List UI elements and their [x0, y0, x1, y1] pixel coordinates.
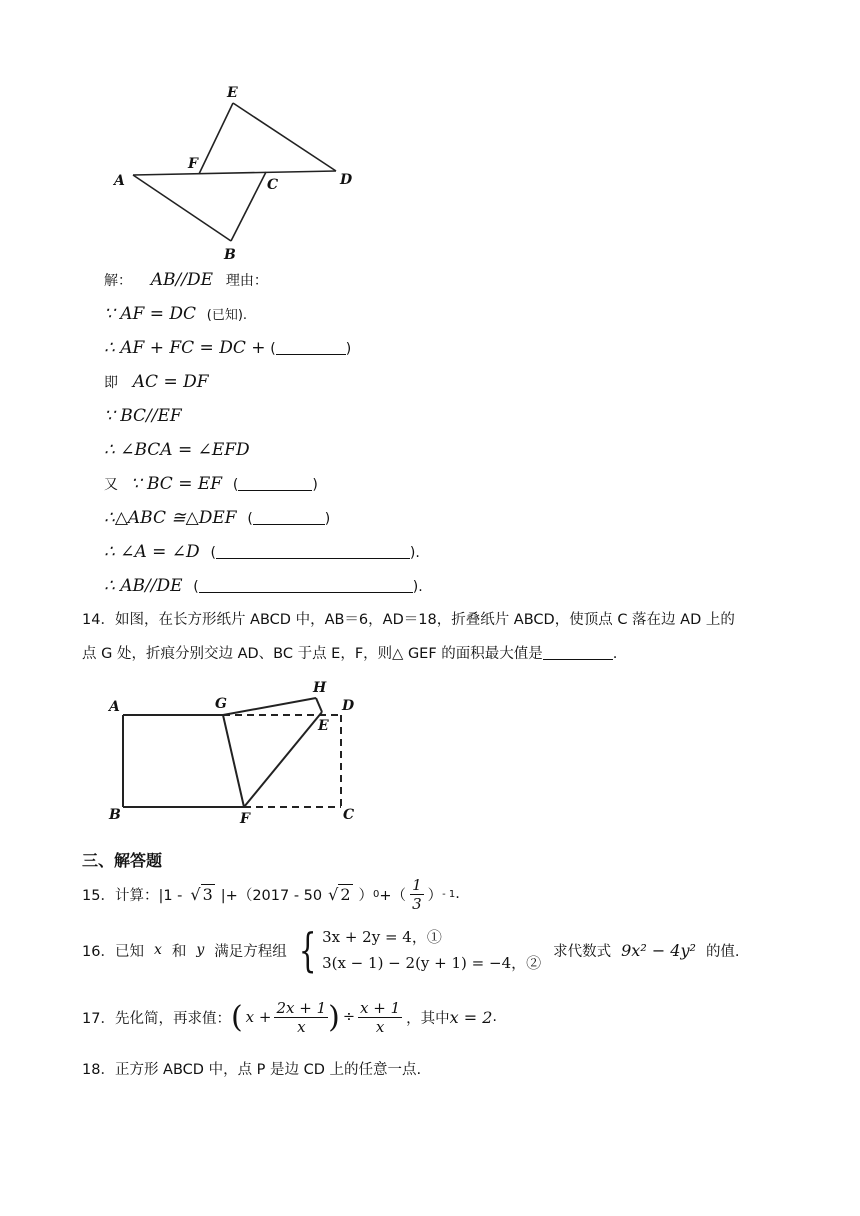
label-f: F — [188, 156, 198, 172]
proof-line-7: 又 ∵ BC = EF ( ) — [104, 474, 318, 494]
proof-line-10: ∴ AB//DE ( ). — [104, 576, 423, 596]
label-c: C — [267, 177, 279, 193]
equation-2: 3(x − 1) − 2(y + 1) = −4，② — [322, 954, 542, 972]
equation-system — [293, 924, 541, 976]
answer-blank-3[interactable] — [276, 340, 346, 355]
paren-left: ( — [230, 999, 243, 1035]
q17: 17．先化简，再求值： ( x + $\frac{2x + 1}{x}$ ) ÷ $\frac{x + 1}{x}$ ，其中 x = 2 . — [82, 998, 497, 1036]
edge-he — [316, 698, 322, 712]
label-a2: A — [109, 699, 120, 715]
label-e2: E — [318, 718, 329, 734]
proof-line-9: ∴ ∠A = ∠D ( ). — [104, 542, 420, 562]
label-d2: D — [342, 698, 355, 714]
fraction-2: $\frac{x + 1}{x}$ — [360, 998, 401, 1036]
line-ad — [133, 171, 336, 175]
label-b2: B — [109, 807, 121, 823]
proof-line-6: ∴ ∠BCA = ∠EFD — [104, 440, 250, 460]
proof-block — [104, 268, 804, 598]
fraction-1: $\frac{2x + 1}{x}$ — [276, 998, 327, 1036]
fraction-one-third: $\frac{1}{3}$ — [412, 875, 422, 913]
line-bc — [231, 172, 266, 241]
proof-line-4: 即 AC = DF — [104, 372, 209, 392]
edge-gh — [223, 698, 316, 715]
proof-line-2: ∵ AF = DC (已知). — [104, 304, 248, 324]
label-h: H — [313, 680, 327, 696]
q14-line-1: 14．如图，在长方形纸片 ABCD 中，AB＝6，AD＝18，折叠纸片 ABCD，使顶点 C 落在边 AD 上的 — [82, 612, 735, 628]
line-fe — [199, 103, 233, 174]
proof-line-3: ∴ AF + FC = DC + ( ) — [104, 338, 352, 358]
sqrt-symbol: √ 3 — [190, 884, 213, 904]
section-title: 三、解答题 — [82, 851, 163, 870]
label-a: A — [114, 173, 125, 189]
proof-line-1: 解： AB//DE 理由： — [104, 270, 268, 290]
crease-fe — [244, 712, 322, 807]
answer-blank-10[interactable] — [199, 578, 413, 593]
q14-line-2: 点 G 处，折痕分别交边 AD、BC 于点 E，F，则△ GEF 的面积最大值是 . — [82, 646, 618, 662]
q18: 18．正方形 ABCD 中，点 P 是边 CD 上的任意一点. — [82, 1062, 422, 1078]
paren-right: ) — [328, 999, 340, 1035]
label-b: B — [224, 247, 236, 263]
fold-gf — [223, 715, 244, 807]
proof-line-5: ∵ BC//EF — [104, 406, 182, 426]
line-ab — [133, 175, 231, 241]
label-e: E — [227, 85, 238, 101]
proof-line-8: ∴△ABC ≅△DEF ( ) — [104, 508, 331, 528]
q16: 16．已知 x 和 y 满足方程组 { 3x + 2y = 4，① 3(x − 1) − 2(y + 1) = −4，② 求代数式 9x² − 4y² 的值. — [82, 923, 740, 977]
q14-answer-blank[interactable] — [543, 645, 613, 660]
answer-blank-8[interactable] — [253, 510, 325, 525]
answer-blank-7[interactable] — [238, 476, 312, 491]
label-d: D — [340, 172, 353, 188]
line-ed — [233, 103, 336, 171]
label-c2: C — [343, 807, 355, 823]
sqrt-symbol-2: √ 2 — [328, 884, 351, 904]
figure-triangles-afd — [100, 80, 370, 265]
q15: 15．计算：|1 - √ 3 |+（2017 - 50 √ 2 ） 0 +（ $\frac{1}{3}$ ） - 1 . — [82, 875, 460, 913]
figure-folded-rectangle — [100, 678, 370, 828]
label-g: G — [215, 696, 227, 712]
brace-icon: { — [298, 923, 317, 977]
label-f2: F — [240, 811, 250, 827]
equation-1: 3x + 2y = 4，① — [322, 928, 442, 946]
answer-blank-9[interactable] — [216, 544, 410, 559]
